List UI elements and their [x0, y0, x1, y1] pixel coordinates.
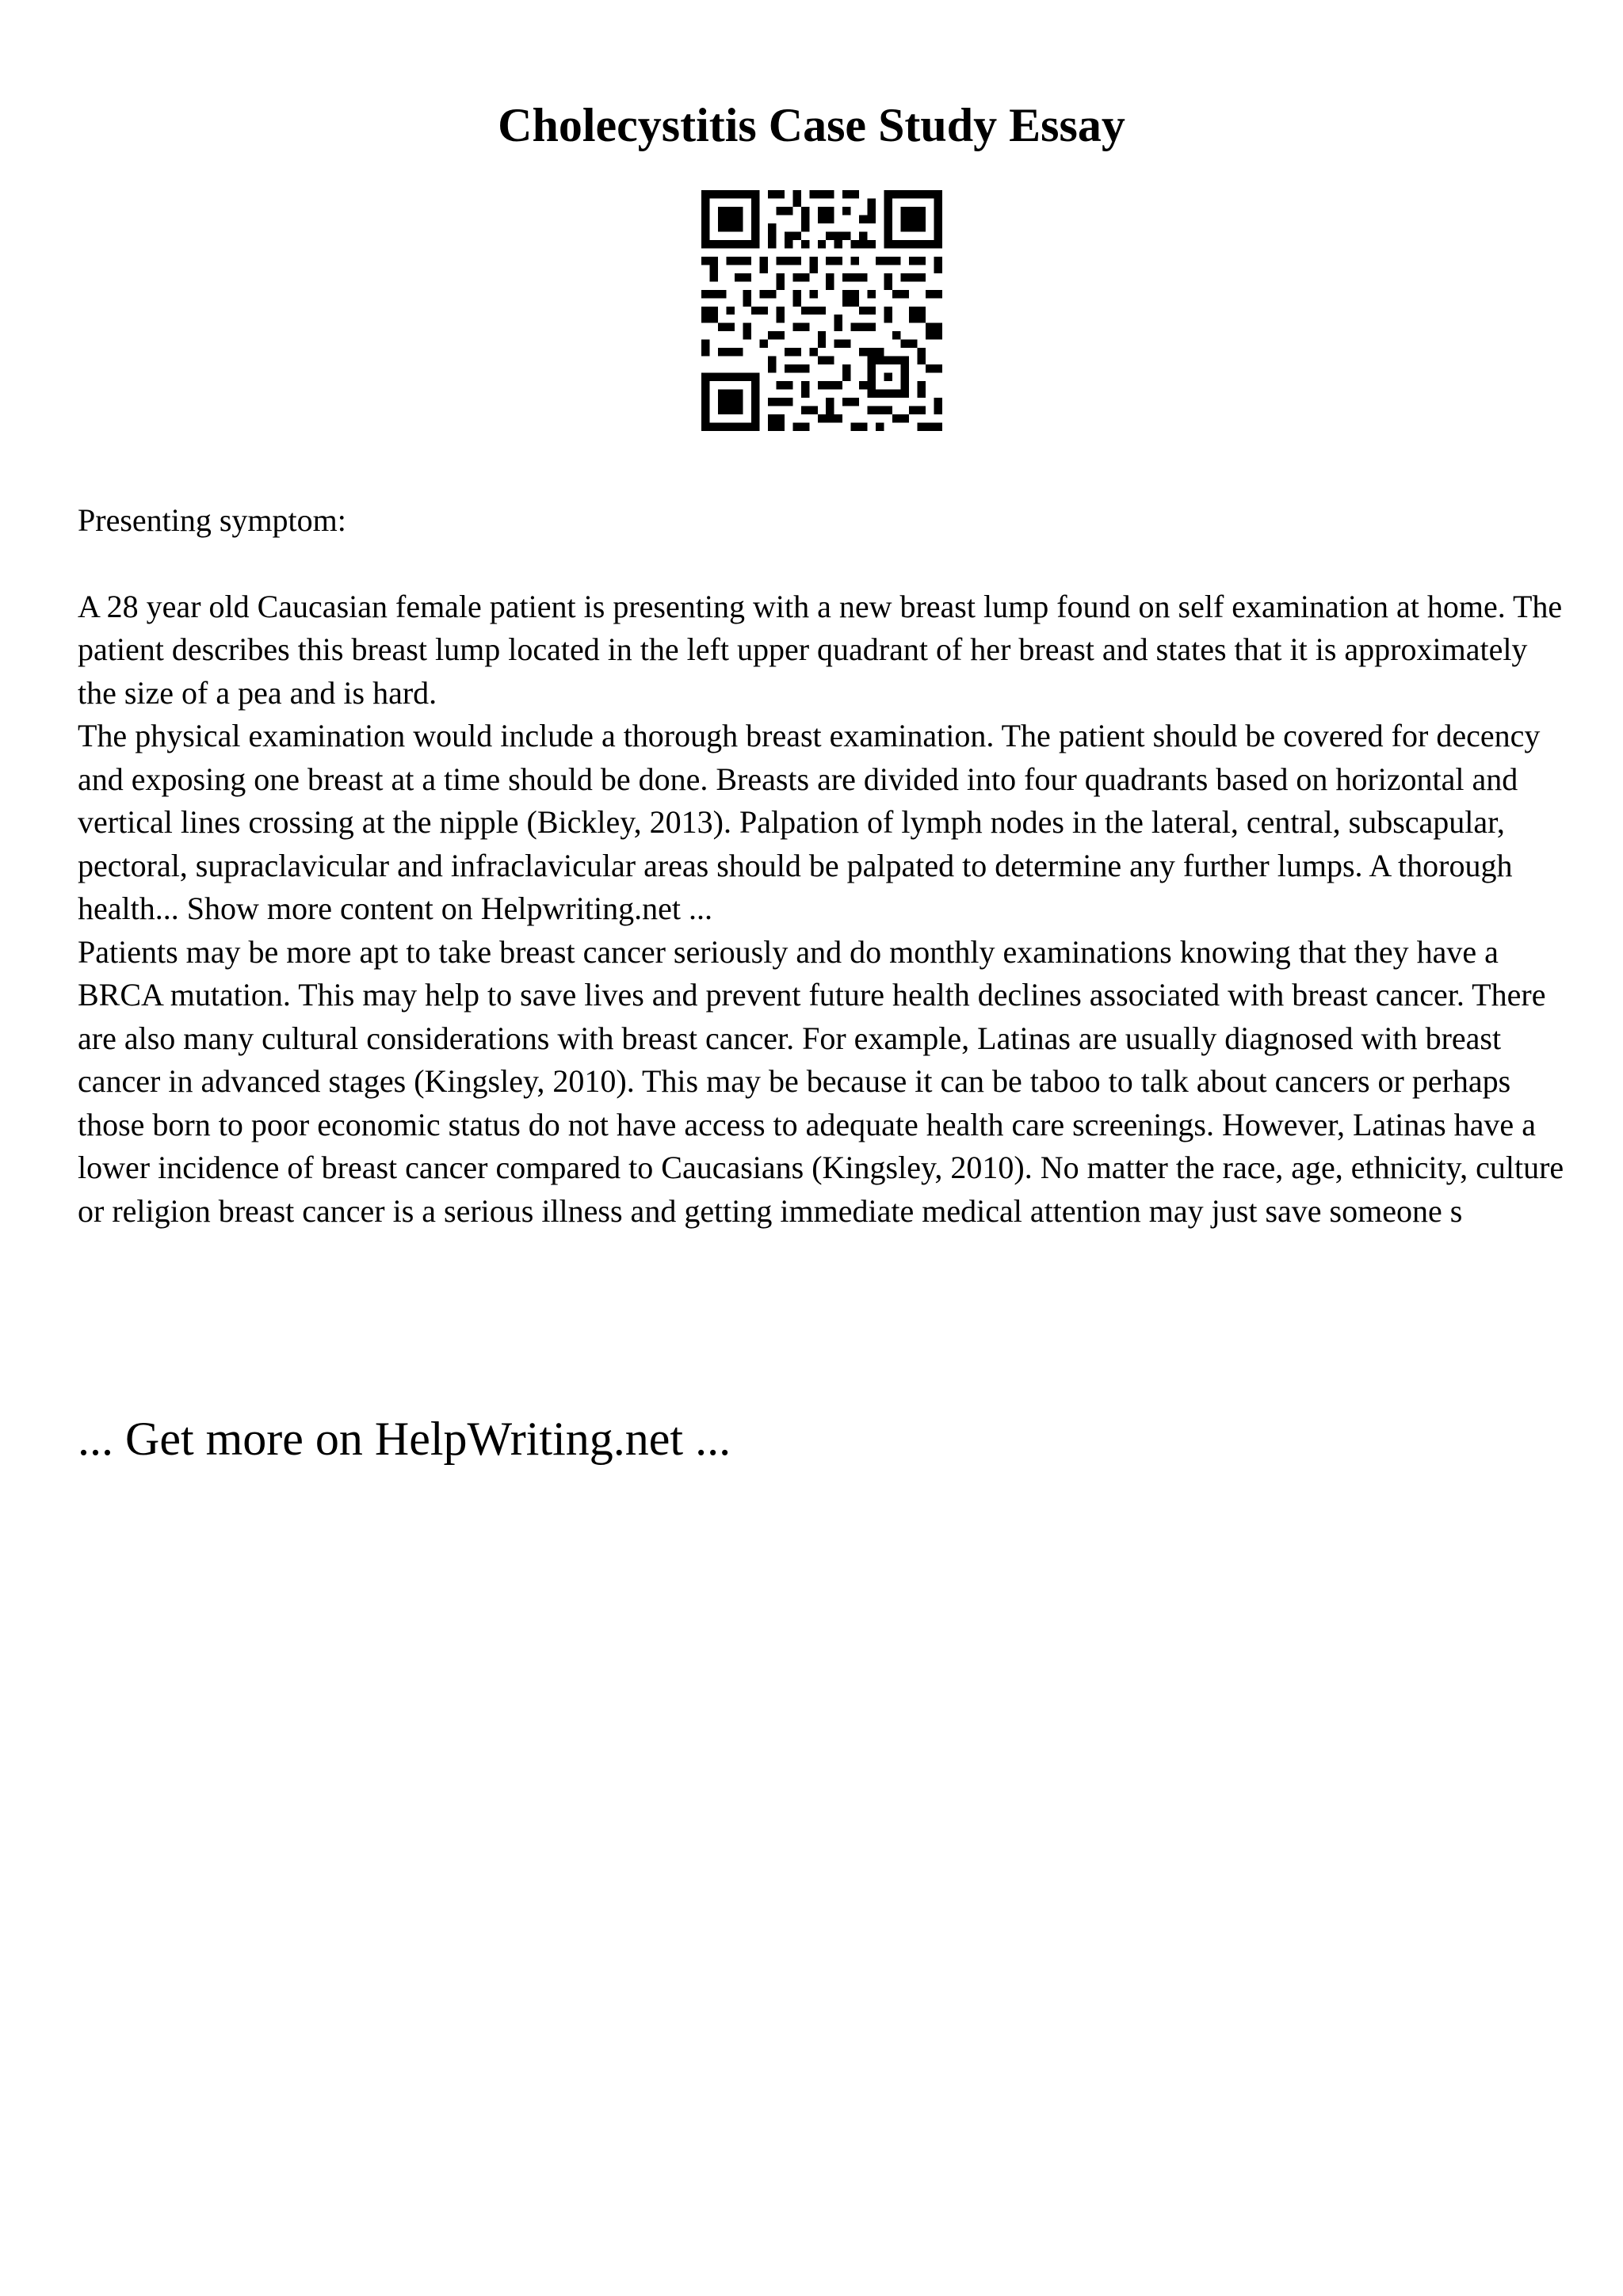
essay-paragraph-1: A 28 year old Caucasian female patient is presenting with a new breast lump found on self examination at home. The patient describes this breast lump located in the left upper quadrant of her breast and states that it is approximately the size of a pea and is hard.	[78, 588, 1563, 711]
paragraph-gap	[78, 543, 1568, 585]
presenting-symptom-label: Presenting symptom:	[78, 502, 346, 538]
qr-code-icon	[701, 190, 942, 431]
essay-body	[78, 499, 1568, 1233]
essay-paragraph-2-text: The physical examination would include a thorough breast examination. The patient should be covered for decency and exposing one breast at a time should be done. Breasts are divided into four quadrants based on horizontal and vertical lines crossing at the nipple (Bickley, 2013). Palpation of lymph nodes in the lateral, central, subscapular, pectoral, supraclavicular and infraclavicular areas should be palpated to determine any further lumps. A thorough health	[78, 718, 1541, 926]
document-title: Cholecystitis Case Study Essay	[498, 99, 1125, 151]
get-more-link[interactable]: ... Get more on HelpWriting.net ...	[78, 1413, 731, 1465]
essay-paragraph-2	[78, 715, 1568, 931]
essay-paragraph-3: Patients may be more apt to take breast cancer seriously and do monthly examinations knowing that they have a BRCA mutation. This may help to save lives and prevent future health declines associated with breast cancer. There are also many cultural considerations with breast cancer. For example, Latinas are usually diagnosed with breast cancer in advanced stages (Kingsley, 2010). This may be because it can be taboo to talk about cancers or perhaps those born to poor economic status do not have access to adequate health care screenings. However, Latinas have a lower incidence of breast cancer compared to Caucasians (Kingsley, 2010). No matter the race, age, ethnicity, culture or religion breast cancer is a serious illness and getting immediate medical attention may just save someone s	[78, 933, 1564, 1229]
show-more-link[interactable]: ... Show more content on Helpwriting.net ...	[155, 891, 712, 926]
